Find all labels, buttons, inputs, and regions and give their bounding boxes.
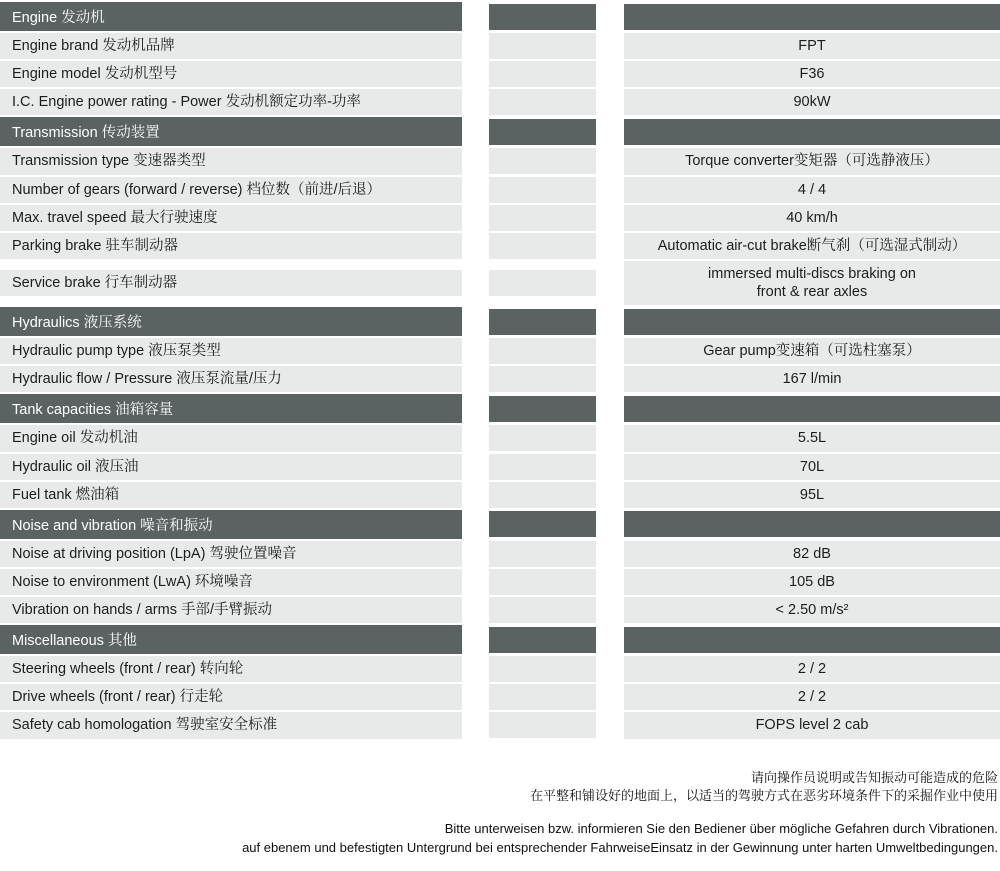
row-middle-band xyxy=(489,569,596,595)
table-row xyxy=(0,454,1000,480)
column-gap xyxy=(596,117,624,146)
row-value: 82 dB xyxy=(624,541,1000,567)
row-label: Hydraulic pump type 液压泵类型 xyxy=(0,338,462,364)
row-middle-band xyxy=(489,597,596,623)
row-value-cell xyxy=(624,454,1000,480)
row-label-cell xyxy=(0,597,462,623)
row-label: Hydraulic flow / Pressure 液压泵流量/压力 xyxy=(0,366,462,392)
row-value-lines: immersed multi-discs braking on front & rear axles xyxy=(708,265,916,300)
section-middle-band xyxy=(489,309,596,335)
column-gap xyxy=(596,510,624,539)
row-middle-band xyxy=(489,712,596,738)
row-middle-band xyxy=(489,89,596,115)
section-middle-band xyxy=(489,4,596,30)
row-middle-cell xyxy=(489,454,596,480)
table-section-header xyxy=(0,117,1000,146)
row-label: Transmission type 变速器类型 xyxy=(0,148,462,174)
row-label: Steering wheels (front / rear) 转向轮 xyxy=(0,656,462,682)
footnote-german-line-2: auf ebenem und befestigten Untergrund bei entsprechender FahrweiseEinsatz in der Gewinnung unter harten Umweltbedingungen. xyxy=(242,840,998,856)
row-value-multiline xyxy=(624,261,1000,305)
column-gap xyxy=(596,61,624,87)
row-value-cell xyxy=(624,482,1000,508)
section-value-band xyxy=(624,309,1000,335)
table-row xyxy=(0,597,1000,623)
row-value: 2 / 2 xyxy=(624,684,1000,710)
row-value-cell xyxy=(624,148,1000,174)
column-gap xyxy=(462,89,489,115)
section-label-cell xyxy=(0,117,462,146)
row-value: 105 dB xyxy=(624,569,1000,595)
row-value-cell xyxy=(624,684,1000,710)
table-row xyxy=(0,541,1000,567)
footnote-chinese-line-1: 请向操作员说明或告知振动可能造成的危险 xyxy=(750,769,998,785)
footnote-chinese xyxy=(0,769,998,807)
row-label: Noise at driving position (LpA) 驾驶位置噪音 xyxy=(0,541,462,567)
table-row xyxy=(0,684,1000,710)
section-label: Hydraulics 液压系统 xyxy=(0,307,462,336)
section-value-cell xyxy=(624,510,1000,539)
section-label: Engine 发动机 xyxy=(0,2,462,31)
table-row xyxy=(0,366,1000,392)
section-middle-cell xyxy=(489,510,596,539)
section-label: Noise and vibration 噪音和振动 xyxy=(0,510,462,539)
column-gap xyxy=(462,61,489,87)
table-section-header xyxy=(0,510,1000,539)
row-middle-cell xyxy=(489,597,596,623)
row-middle-cell xyxy=(489,712,596,738)
row-middle-cell xyxy=(489,338,596,364)
column-gap xyxy=(462,261,489,305)
row-middle-band xyxy=(489,684,596,710)
column-gap xyxy=(462,33,489,59)
row-middle-band xyxy=(489,656,596,682)
row-middle-band xyxy=(489,541,596,567)
section-middle-band xyxy=(489,119,596,145)
column-gap xyxy=(596,625,624,654)
row-value: Gear pump变速箱（可选柱塞泵） xyxy=(624,338,1000,364)
row-label-cell xyxy=(0,148,462,174)
table-row xyxy=(0,712,1000,738)
column-gap xyxy=(596,425,624,451)
row-value: FOPS level 2 cab xyxy=(624,712,1000,738)
column-gap xyxy=(462,712,489,738)
section-label: Miscellaneous 其他 xyxy=(0,625,462,654)
column-gap xyxy=(462,569,489,595)
section-middle-cell xyxy=(489,307,596,336)
column-gap xyxy=(596,2,624,31)
row-label: Engine oil 发动机油 xyxy=(0,425,462,451)
row-middle-band xyxy=(489,33,596,59)
column-gap xyxy=(462,656,489,682)
section-value-cell xyxy=(624,625,1000,654)
column-gap xyxy=(596,307,624,336)
section-label-cell xyxy=(0,307,462,336)
row-middle-cell xyxy=(489,89,596,115)
table-row xyxy=(0,261,1000,305)
row-label: Drive wheels (front / rear) 行走轮 xyxy=(0,684,462,710)
row-value: 2 / 2 xyxy=(624,656,1000,682)
section-middle-band xyxy=(489,511,596,537)
footnote-german-line-1: Bitte unterweisen bzw. informieren Sie den Bediener über mögliche Gefahren durch Vibrationen. xyxy=(444,821,998,837)
table-row xyxy=(0,148,1000,174)
column-gap xyxy=(462,307,489,336)
row-middle-band xyxy=(489,454,596,480)
row-middle-cell xyxy=(489,148,596,174)
row-value-cell xyxy=(624,33,1000,59)
row-value: F36 xyxy=(624,61,1000,87)
row-value-cell xyxy=(624,89,1000,115)
row-value-cell xyxy=(624,261,1000,305)
row-middle-band xyxy=(489,482,596,508)
row-label-cell xyxy=(0,261,462,305)
section-value-cell xyxy=(624,307,1000,336)
row-value: 167 l/min xyxy=(624,366,1000,392)
section-middle-cell xyxy=(489,117,596,146)
row-label-cell xyxy=(0,425,462,451)
row-label: Number of gears (forward / reverse) 档位数（前进/后退） xyxy=(0,177,462,203)
column-gap xyxy=(596,233,624,259)
row-value-cell xyxy=(624,177,1000,203)
column-gap xyxy=(596,569,624,595)
section-middle-cell xyxy=(489,625,596,654)
row-value-cell xyxy=(624,233,1000,259)
table-row xyxy=(0,569,1000,595)
row-value: 70L xyxy=(624,454,1000,480)
row-label-cell xyxy=(0,712,462,738)
column-gap xyxy=(596,33,624,59)
row-middle-cell xyxy=(489,33,596,59)
table-row xyxy=(0,89,1000,115)
row-middle-band xyxy=(489,338,596,364)
row-label-cell xyxy=(0,89,462,115)
section-middle-band xyxy=(489,627,596,653)
section-label-cell xyxy=(0,394,462,423)
row-middle-cell xyxy=(489,261,596,305)
section-label: Tank capacities 油箱容量 xyxy=(0,394,462,423)
column-gap xyxy=(462,233,489,259)
row-label: Engine model 发动机型号 xyxy=(0,61,462,87)
row-label: Service brake 行车制动器 xyxy=(0,270,462,296)
column-gap xyxy=(462,394,489,423)
column-gap xyxy=(462,597,489,623)
table-row xyxy=(0,233,1000,259)
table-row xyxy=(0,425,1000,451)
row-label: Safety cab homologation 驾驶室安全标准 xyxy=(0,712,462,738)
column-gap xyxy=(596,205,624,231)
row-label-cell xyxy=(0,233,462,259)
table-section-header xyxy=(0,2,1000,31)
section-value-band xyxy=(624,396,1000,422)
column-gap xyxy=(596,656,624,682)
column-gap xyxy=(596,712,624,738)
row-label-cell xyxy=(0,482,462,508)
specification-table-body xyxy=(0,2,1000,739)
row-label: Vibration on hands / arms 手部/手臂振动 xyxy=(0,597,462,623)
column-gap xyxy=(462,684,489,710)
column-gap xyxy=(596,89,624,115)
row-label: Fuel tank 燃油箱 xyxy=(0,482,462,508)
row-value: 95L xyxy=(624,482,1000,508)
row-label: Noise to environment (LwA) 环境噪音 xyxy=(0,569,462,595)
section-value-cell xyxy=(624,394,1000,423)
section-middle-cell xyxy=(489,2,596,31)
table-row xyxy=(0,205,1000,231)
table-row xyxy=(0,482,1000,508)
table-row xyxy=(0,656,1000,682)
row-value-cell xyxy=(624,541,1000,567)
row-middle-band xyxy=(489,366,596,392)
column-gap xyxy=(596,454,624,480)
row-label-cell xyxy=(0,61,462,87)
row-middle-band xyxy=(489,270,596,296)
column-gap xyxy=(596,366,624,392)
row-middle-band xyxy=(489,61,596,87)
row-value: 40 km/h xyxy=(624,205,1000,231)
row-label-cell xyxy=(0,569,462,595)
section-label: Transmission 传动装置 xyxy=(0,117,462,146)
row-label: I.C. Engine power rating - Power 发动机额定功率-功率 xyxy=(0,89,462,115)
row-value-cell xyxy=(624,338,1000,364)
row-value-cell xyxy=(624,597,1000,623)
section-value-band xyxy=(624,119,1000,145)
row-value: FPT xyxy=(624,33,1000,59)
table-row xyxy=(0,61,1000,87)
row-middle-cell xyxy=(489,569,596,595)
row-label-cell xyxy=(0,366,462,392)
column-gap xyxy=(462,541,489,567)
row-middle-band xyxy=(489,233,596,259)
row-value-cell xyxy=(624,61,1000,87)
row-middle-cell xyxy=(489,233,596,259)
section-middle-band xyxy=(489,396,596,422)
table-section-header xyxy=(0,394,1000,423)
row-middle-cell xyxy=(489,482,596,508)
row-value: 4 / 4 xyxy=(624,177,1000,203)
row-label-cell xyxy=(0,541,462,567)
row-value: Automatic air-cut brake断气刹（可选湿式制动） xyxy=(624,233,1000,259)
section-label-cell xyxy=(0,510,462,539)
footnotes xyxy=(0,769,1000,858)
row-label-cell xyxy=(0,205,462,231)
section-value-cell xyxy=(624,2,1000,31)
table-section-header xyxy=(0,625,1000,654)
column-gap xyxy=(596,482,624,508)
section-value-cell xyxy=(624,117,1000,146)
section-value-band xyxy=(624,511,1000,537)
section-middle-cell xyxy=(489,394,596,423)
column-gap xyxy=(596,338,624,364)
row-middle-cell xyxy=(489,425,596,451)
row-value-cell xyxy=(624,366,1000,392)
column-gap xyxy=(462,117,489,146)
column-gap xyxy=(462,510,489,539)
row-value-cell xyxy=(624,712,1000,738)
column-gap xyxy=(462,338,489,364)
row-middle-cell xyxy=(489,684,596,710)
section-label-cell xyxy=(0,625,462,654)
row-label-cell xyxy=(0,177,462,203)
column-gap xyxy=(462,482,489,508)
row-value: 5.5L xyxy=(624,425,1000,451)
row-label-cell xyxy=(0,656,462,682)
column-gap xyxy=(462,366,489,392)
footnote-chinese-line-2: 在平整和铺设好的地面上，以适当的驾驶方式在恶劣环境条件下的采掘作业中使用 xyxy=(529,788,998,804)
column-gap xyxy=(462,148,489,174)
row-middle-band xyxy=(489,425,596,451)
row-value: < 2.50 m/s² xyxy=(624,597,1000,623)
row-middle-band xyxy=(489,177,596,203)
column-gap xyxy=(596,261,624,305)
table-row xyxy=(0,338,1000,364)
column-gap xyxy=(596,541,624,567)
row-value: 90kW xyxy=(624,89,1000,115)
row-middle-band xyxy=(489,205,596,231)
column-gap xyxy=(596,597,624,623)
column-gap xyxy=(462,425,489,451)
row-label-cell xyxy=(0,33,462,59)
column-gap xyxy=(462,205,489,231)
row-label: Engine brand 发动机品牌 xyxy=(0,33,462,59)
row-label: Parking brake 驻车制动器 xyxy=(0,233,462,259)
row-middle-cell xyxy=(489,656,596,682)
row-value: Torque converter变矩器（可选静液压） xyxy=(624,148,1000,174)
section-value-band xyxy=(624,627,1000,653)
row-middle-cell xyxy=(489,205,596,231)
row-label-cell xyxy=(0,684,462,710)
row-value-cell xyxy=(624,569,1000,595)
row-label-cell xyxy=(0,338,462,364)
column-gap xyxy=(596,177,624,203)
row-middle-cell xyxy=(489,366,596,392)
row-middle-cell xyxy=(489,177,596,203)
column-gap xyxy=(596,684,624,710)
section-value-band xyxy=(624,4,1000,30)
row-value-cell xyxy=(624,656,1000,682)
column-gap xyxy=(462,454,489,480)
column-gap xyxy=(462,625,489,654)
column-gap xyxy=(462,177,489,203)
table-row xyxy=(0,33,1000,59)
table-section-header xyxy=(0,307,1000,336)
row-label-cell xyxy=(0,454,462,480)
row-value-cell xyxy=(624,425,1000,451)
row-middle-cell xyxy=(489,541,596,567)
row-label: Max. travel speed 最大行驶速度 xyxy=(0,205,462,231)
column-gap xyxy=(462,2,489,31)
table-row xyxy=(0,177,1000,203)
row-middle-band xyxy=(489,148,596,174)
footnote-german xyxy=(0,820,998,858)
row-value-cell xyxy=(624,205,1000,231)
column-gap xyxy=(596,148,624,174)
row-label: Hydraulic oil 液压油 xyxy=(0,454,462,480)
row-middle-cell xyxy=(489,61,596,87)
section-label-cell xyxy=(0,2,462,31)
column-gap xyxy=(596,394,624,423)
